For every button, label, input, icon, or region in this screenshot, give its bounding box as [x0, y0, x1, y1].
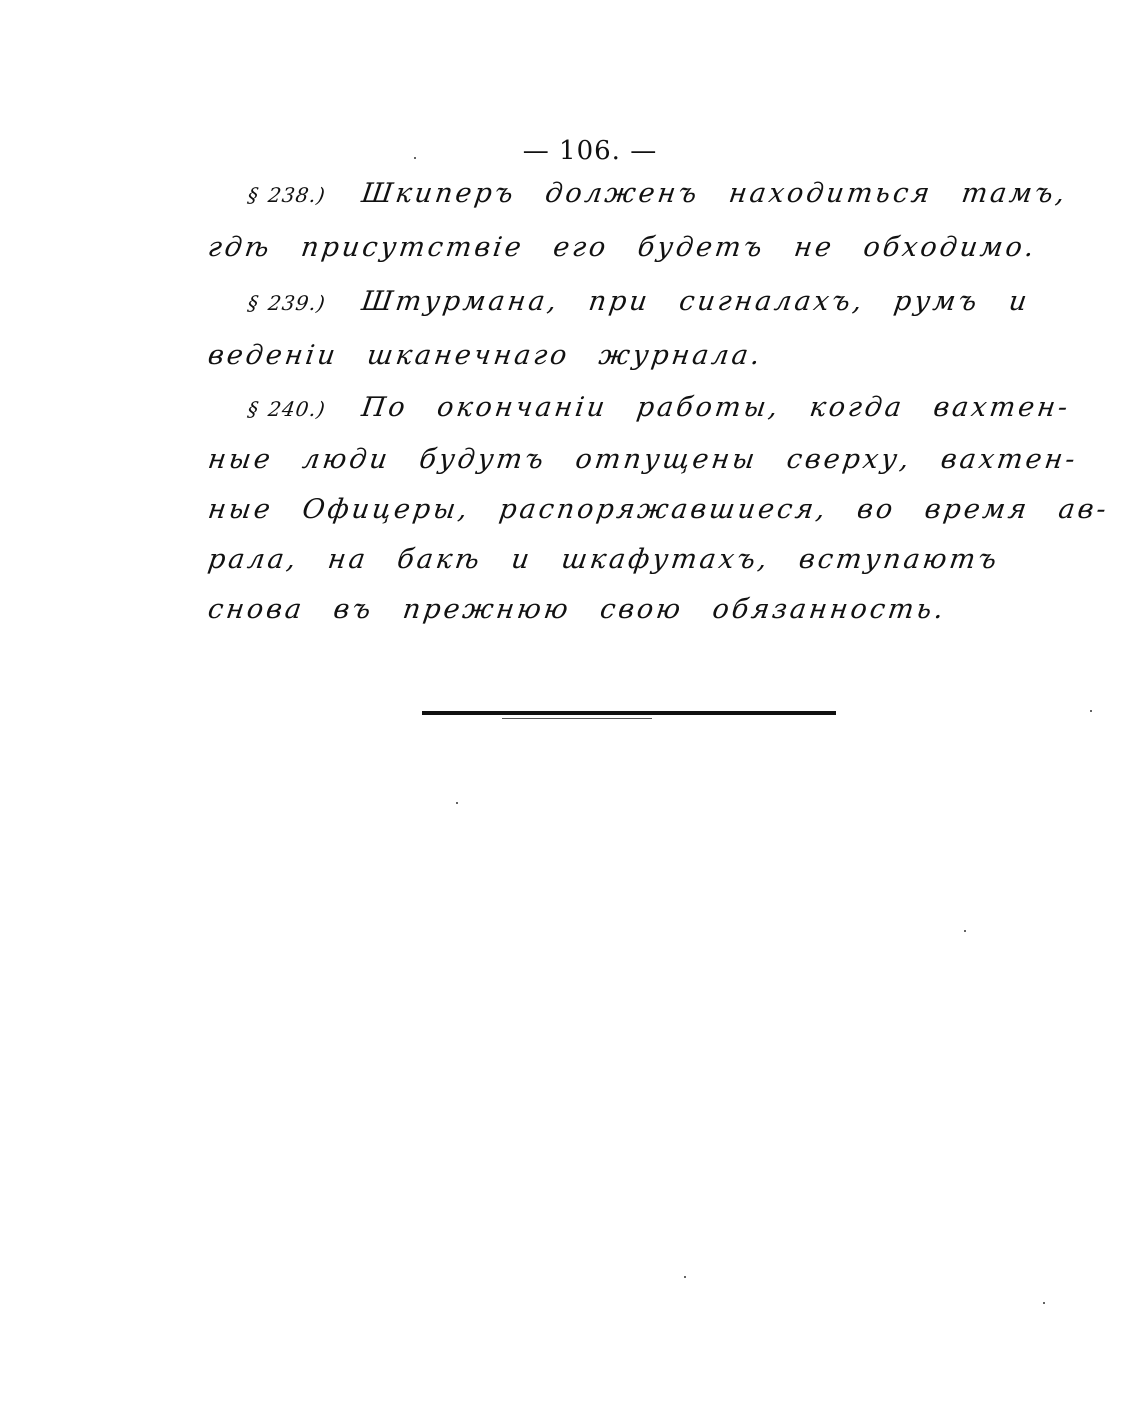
scan-speck — [456, 802, 458, 804]
text-line — [206, 494, 1111, 525]
text-line — [206, 232, 1039, 263]
scan-speck — [414, 157, 416, 159]
text-line — [246, 392, 1072, 423]
page-number: — 106. — — [522, 136, 658, 166]
scan-speck — [1043, 1302, 1045, 1304]
line-text: гдѣ присутствіе его будетъ не обходимо. — [206, 232, 1039, 263]
line-text: ные Офицеры, распоряжавшиеся, во время ав- — [206, 494, 1111, 525]
closing-rule-underline — [502, 718, 652, 719]
text-line — [246, 286, 1032, 317]
line-text: Штурмана, при сигналахъ, румъ и — [359, 286, 1032, 317]
text-line — [206, 544, 1001, 575]
paragraph-number: § 239.) — [246, 291, 328, 315]
line-text: веденіи шканечнаго журнала. — [206, 340, 765, 371]
closing-rule — [422, 711, 836, 715]
line-text: рала, на бакѣ и шкафутахъ, вступаютъ — [206, 544, 1002, 575]
scan-speck — [1090, 710, 1092, 712]
line-text: снова въ прежнюю свою обязанность. — [206, 594, 949, 625]
paragraph-number: § 240.) — [246, 397, 328, 421]
line-text: По окончаніи работы, когда вахтен- — [359, 392, 1073, 423]
scan-speck — [964, 930, 966, 932]
text-line — [206, 340, 765, 371]
line-text: Шкиперъ долженъ находиться тамъ, — [359, 178, 1070, 209]
text-line — [206, 444, 1080, 475]
text-line — [246, 178, 1070, 209]
text-line — [206, 594, 948, 625]
scan-speck — [684, 1276, 686, 1278]
paragraph-number: § 238.) — [246, 183, 328, 207]
line-text: ные люди будутъ отпущены сверху, вахтен- — [206, 444, 1080, 475]
